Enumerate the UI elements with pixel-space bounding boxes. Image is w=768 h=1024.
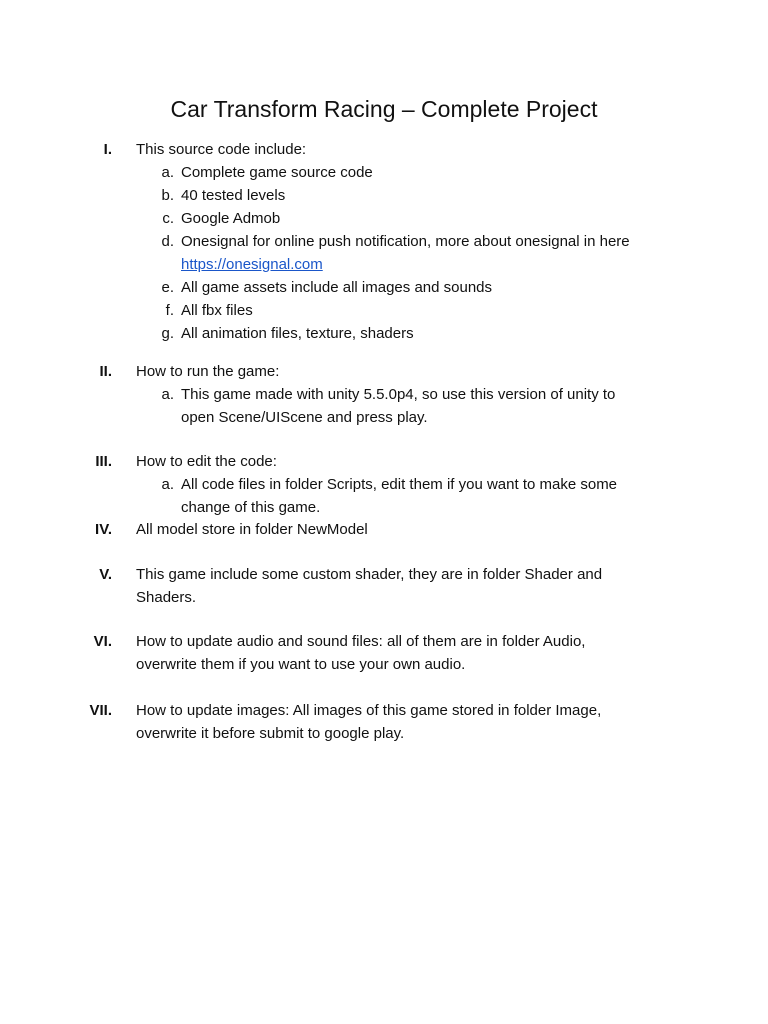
section-numeral: VII. bbox=[89, 702, 112, 719]
item-text: Complete game source code bbox=[181, 164, 373, 181]
section-numeral: VI. bbox=[93, 633, 112, 650]
item-letter: d. bbox=[161, 233, 174, 250]
list-item bbox=[0, 230, 768, 276]
section-numeral: I. bbox=[103, 141, 112, 158]
list-item bbox=[0, 473, 768, 519]
item-text: All fbx files bbox=[181, 302, 253, 319]
onesignal-link[interactable]: https://onesignal.com bbox=[181, 256, 323, 273]
list-item bbox=[0, 276, 768, 299]
sub-list bbox=[0, 383, 768, 429]
section-heading: How to edit the code: bbox=[136, 453, 277, 470]
section-numeral: II. bbox=[99, 363, 112, 380]
section-text: This game include some custom shader, they are in folder Shader and Shaders. bbox=[136, 566, 603, 606]
item-text: All game assets include all images and sounds bbox=[181, 279, 493, 296]
section-heading: How to run the game: bbox=[136, 363, 280, 380]
item-letter: g. bbox=[161, 325, 174, 342]
item-text: All code files in folder Scripts, edit them if you want to make some change of this game. bbox=[181, 476, 618, 516]
list-item bbox=[0, 207, 768, 230]
item-text-block bbox=[181, 230, 681, 276]
item-text: Google Admob bbox=[181, 210, 281, 227]
section-text: All model store in folder NewModel bbox=[136, 521, 368, 538]
item-text: This game made with unity 5.5.0p4, so use this version of unity to open Scene/UIScene and press play. bbox=[181, 386, 616, 426]
item-letter: e. bbox=[161, 279, 174, 296]
item-letter: b. bbox=[161, 187, 174, 204]
section-text: How to update images: All images of this game stored in folder Image, overwrite it before submit to google play. bbox=[136, 702, 602, 742]
section-numeral: IV. bbox=[95, 521, 112, 538]
list-item bbox=[0, 383, 768, 429]
page-title: Car Transform Racing – Complete Project bbox=[170, 96, 598, 122]
section-text: How to update audio and sound files: all of them are in folder Audio, overwrite them if you want to use your own audio. bbox=[136, 633, 586, 673]
item-text: 40 tested levels bbox=[181, 187, 286, 204]
item-letter: a. bbox=[161, 164, 174, 181]
section-numeral: III. bbox=[95, 453, 112, 470]
item-letter: c. bbox=[162, 210, 174, 227]
item-letter: f. bbox=[165, 302, 174, 319]
sub-list bbox=[0, 473, 768, 519]
list-item bbox=[0, 299, 768, 322]
item-letter: a. bbox=[161, 386, 174, 403]
section-numeral: V. bbox=[99, 566, 112, 583]
item-text: All animation files, texture, shaders bbox=[181, 325, 414, 342]
item-text: Onesignal for online push notification, more about onesignal in here bbox=[181, 233, 630, 250]
list-item bbox=[0, 322, 768, 345]
item-letter: a. bbox=[161, 476, 174, 493]
list-item bbox=[0, 184, 768, 207]
sub-list bbox=[0, 161, 768, 345]
section-heading: This source code include: bbox=[136, 141, 307, 158]
list-item bbox=[0, 161, 768, 184]
